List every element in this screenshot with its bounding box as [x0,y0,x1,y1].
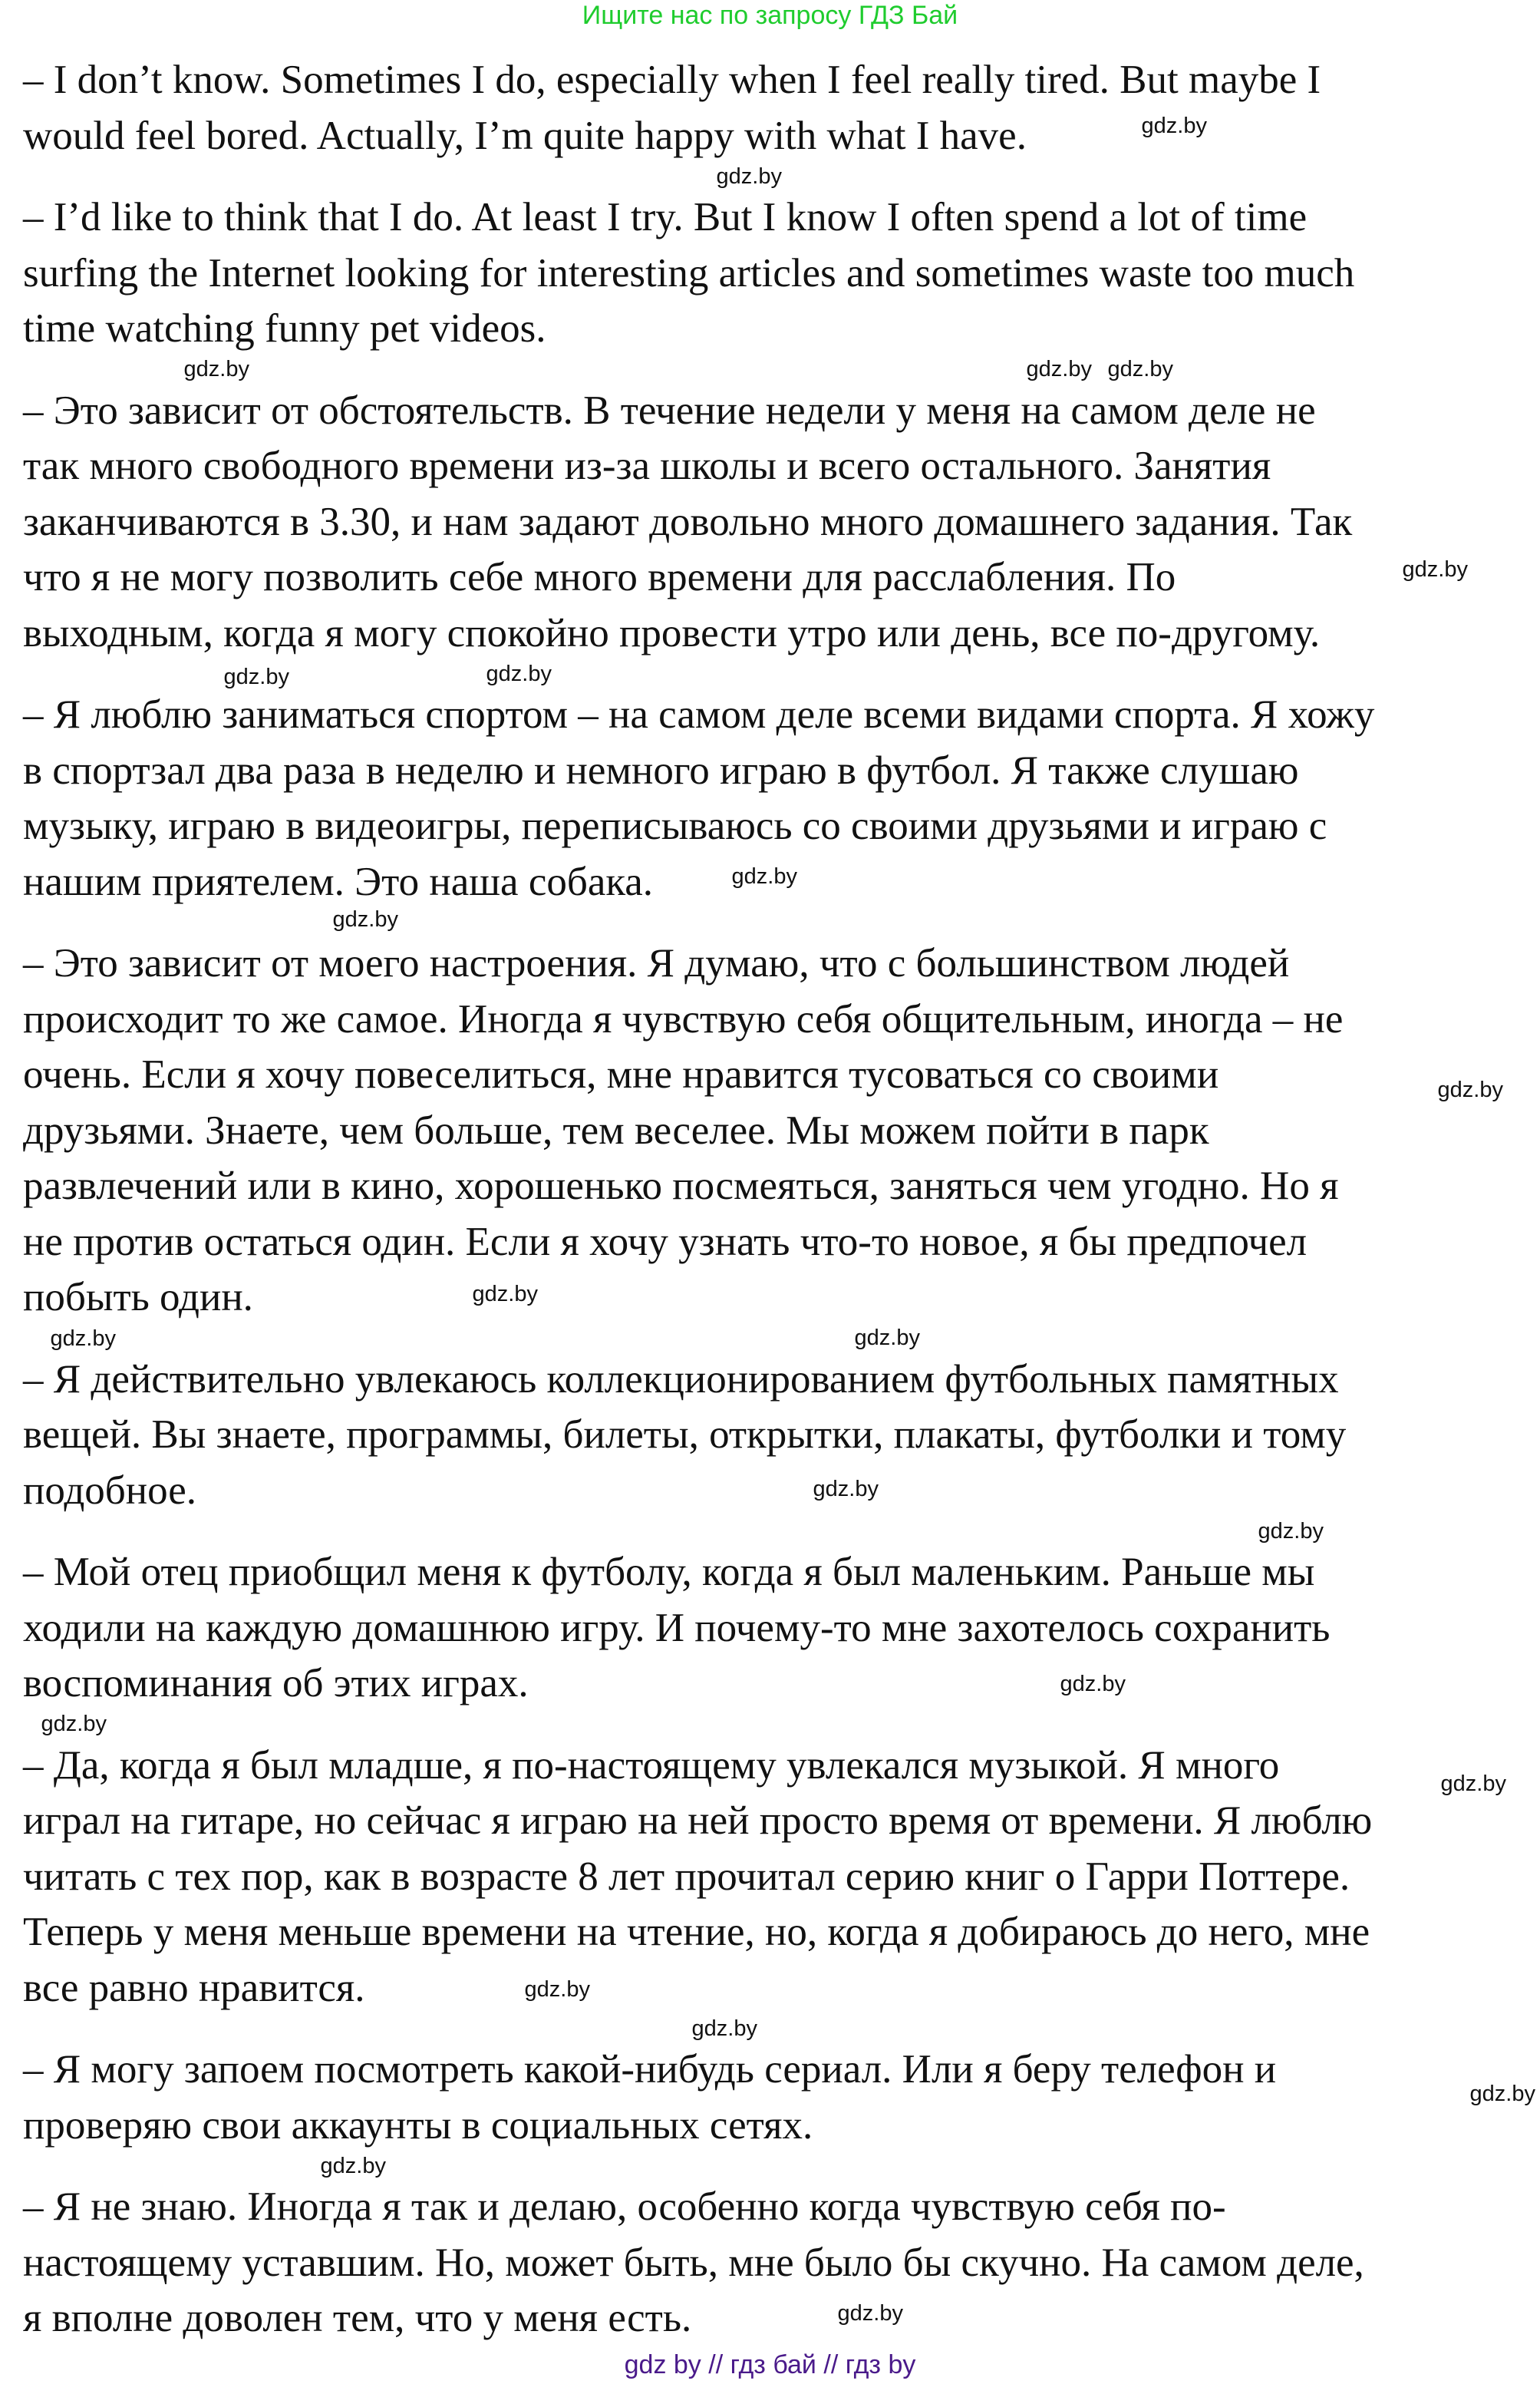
answer-paragraph [23,383,1535,662]
watermark: gdz.by [1026,357,1092,382]
watermark: gdz.by [1258,1518,1324,1544]
text-line-content: ходили на каждую домашнюю игру. И почему-то мне захотелось сохранить [23,1605,1331,1650]
watermark: gdz.by [813,1477,879,1501]
text-line [23,992,1535,1048]
answer-paragraph [23,1544,1535,1712]
search-hint-banner: Ищите нас по запросу ГДЗ Бай [582,1,958,30]
text-line-content: не против остаться один. Если я хочу узнать что-то новое, я бы предпочел [23,1219,1308,1264]
text-line-content: воспоминания об этих играх. [23,1661,529,1705]
text-line-content: очень. Если я хочу повеселиться, мне нравится тусоваться со своими [23,1052,1219,1097]
text-line [23,108,1535,164]
text-line [23,1960,1535,2016]
text-line [23,1738,1535,1794]
watermark: gdz.by [524,1977,590,2002]
text-line [23,52,1535,108]
watermark: gdz.by [1469,2082,1535,2106]
text-line-content: – Да, когда я был младше, я по-настоящему увлекался музыкой. Я много [23,1742,1280,1788]
text-line-content: – Я действительно увлекаюсь коллекционированием футбольных памятных [23,1356,1339,1402]
watermark: gdz.by [1402,557,1468,582]
text-line-content: – Мой отец приобщил меня к футболу, когда я был маленьким. Раньше мы [23,1550,1315,1594]
text-line-content: Теперь у меня меньше времени на чтение, но, когда я добираюсь до него, мне [23,1910,1370,1954]
text-line-content: – Я могу запоем посмотреть какой-нибудь сериал. Или я беру телефон и [23,2047,1277,2092]
text-line [23,1407,1535,1463]
text-line-content: друзьями. Знаете, чем больше, тем веселее. Мы можем пойти в парк [23,1108,1209,1153]
watermark: gdz.by [183,357,249,382]
text-line [23,2098,1535,2154]
text-line [23,1270,1535,1326]
text-line [23,301,1535,357]
watermark: gdz.by [50,1326,116,1351]
text-line-content: would feel bored. Actually, I’m quite happy with what I have. [23,113,1027,158]
text-line-content: все равно нравится. [23,1965,365,2010]
watermark: gdz.by [41,1712,107,1737]
text-line-content: музыку, играю в видеоигры, переписываюсь со своими друзьями и играю с [23,804,1327,848]
text-line [23,606,1535,662]
text-line [23,1214,1535,1270]
text-line [23,687,1535,743]
text-line [23,1352,1535,1408]
text-line [23,1463,1535,1519]
watermark: gdz.by [1440,1771,1506,1796]
watermark: gdz.by [1107,357,1173,382]
text-line-content: вещей. Вы знаете, программы, билеты, открытки, плакаты, футболки и тому [23,1412,1347,1457]
text-line [23,1544,1535,1600]
footer-links [0,2350,1540,2380]
watermark: gdz.by [320,2153,386,2178]
text-line-content: развлечений или в кино, хорошенько посмеяться, заняться чем угодно. Но я [23,1164,1339,1208]
watermark: gdz.by [1141,114,1207,138]
text-line [23,246,1535,302]
answer-paragraph [23,190,1535,357]
footer-text: gdz by // гдз бай // гдз by [624,2350,916,2379]
text-line-content: – I’d like to think that I do. At least I try. But I know I often spend a lot of time [23,195,1308,239]
text-line [23,1656,1535,1712]
text-line-content: нашим приятелем. Это наша собака. [23,859,654,904]
watermark: gdz.by [1060,1672,1126,1696]
text-line [23,1793,1535,1849]
text-line [23,798,1535,854]
text-line [23,2235,1535,2291]
text-line [23,1600,1535,1656]
text-line-content: – Я не знаю. Иногда я так и делаю, особенно когда чувствую себя по- [23,2184,1226,2229]
text-line-content: – Это зависит от моего настроения. Я думаю, что с большинством людей [23,941,1290,986]
watermark: gdz.by [223,665,289,689]
answer-paragraph [23,2179,1535,2346]
text-line-content: заканчиваются в 3.30, и нам задают довольно много домашнего задания. Так [23,499,1353,544]
watermark: gdz.by [731,864,797,889]
text-line-content: происходит то же самое. Иногда я чувствую себя общительным, иногда – не [23,996,1344,1042]
watermark: gdz.by [837,2301,903,2326]
watermark: gdz.by [486,661,552,686]
answer-paragraph [23,936,1535,1326]
text-line [23,1103,1535,1159]
text-line [23,2179,1535,2235]
text-line-content: так много свободного времени из-за школы и всего остального. Занятия [23,444,1271,488]
answer-paragraph [23,1352,1535,1519]
text-line-content: – I don’t know. Sometimes I do, especially when I feel really tired. But maybe I [23,58,1321,102]
text-line-content: побыть один. [23,1275,253,1319]
watermark: gdz.by [1437,1078,1503,1102]
watermark: gdz.by [332,907,398,932]
answer-text [23,52,1535,2372]
text-line [23,550,1535,606]
watermark: gdz.by [716,163,782,189]
text-line [23,743,1535,799]
text-line [23,383,1535,439]
watermark: gdz.by [854,1326,920,1351]
text-line-content: – Я люблю заниматься спортом – на самом деле всеми видами спорта. Я хожу [23,692,1375,737]
answer-paragraph [23,52,1535,163]
text-line [23,1904,1535,1960]
text-line-content: что я не могу позволить себе много времени для расслабления. По [23,555,1176,599]
text-line [23,936,1535,992]
text-line-content: я вполне доволен тем, что у меня есть. [23,2296,692,2340]
text-line [23,1849,1535,1905]
text-line-content: читать с тех пор, как в возрасте 8 лет прочитал серию книг о Гарри Поттере. [23,1854,1350,1899]
text-line [23,438,1535,494]
watermark: gdz.by [691,2016,757,2041]
text-line-content: проверяю свои аккаунты в социальных сетях. [23,2102,813,2148]
text-line [23,2290,1535,2346]
text-line [23,1158,1535,1214]
text-line-content: – Это зависит от обстоятельств. В течение недели у меня на самом деле не [23,388,1316,433]
text-line-content: surfing the Internet looking for interesting articles and sometimes waste too much [23,250,1355,296]
text-line [23,190,1535,246]
text-line-content: в спортзал два раза в неделю и немного играю в футбол. Я также слушаю [23,748,1299,793]
text-line-content: настоящему уставшим. Но, может быть, мне было бы скучно. На самом деле, [23,2240,1364,2285]
answer-paragraph [23,1738,1535,2016]
text-line-content: играл на гитаре, но сейчас я играю на ней просто время от времени. Я люблю [23,1798,1373,1843]
text-line [23,2042,1535,2098]
watermark: gdz.by [472,1282,538,1306]
text-line [23,1047,1535,1103]
text-line-content: подобное. [23,1468,197,1513]
answer-paragraph [23,2042,1535,2153]
text-line [23,494,1535,550]
text-line-content: выходным, когда я могу спокойно провести утро или день, все по-другому. [23,610,1321,655]
text-line-content: time watching funny pet videos. [23,306,546,351]
